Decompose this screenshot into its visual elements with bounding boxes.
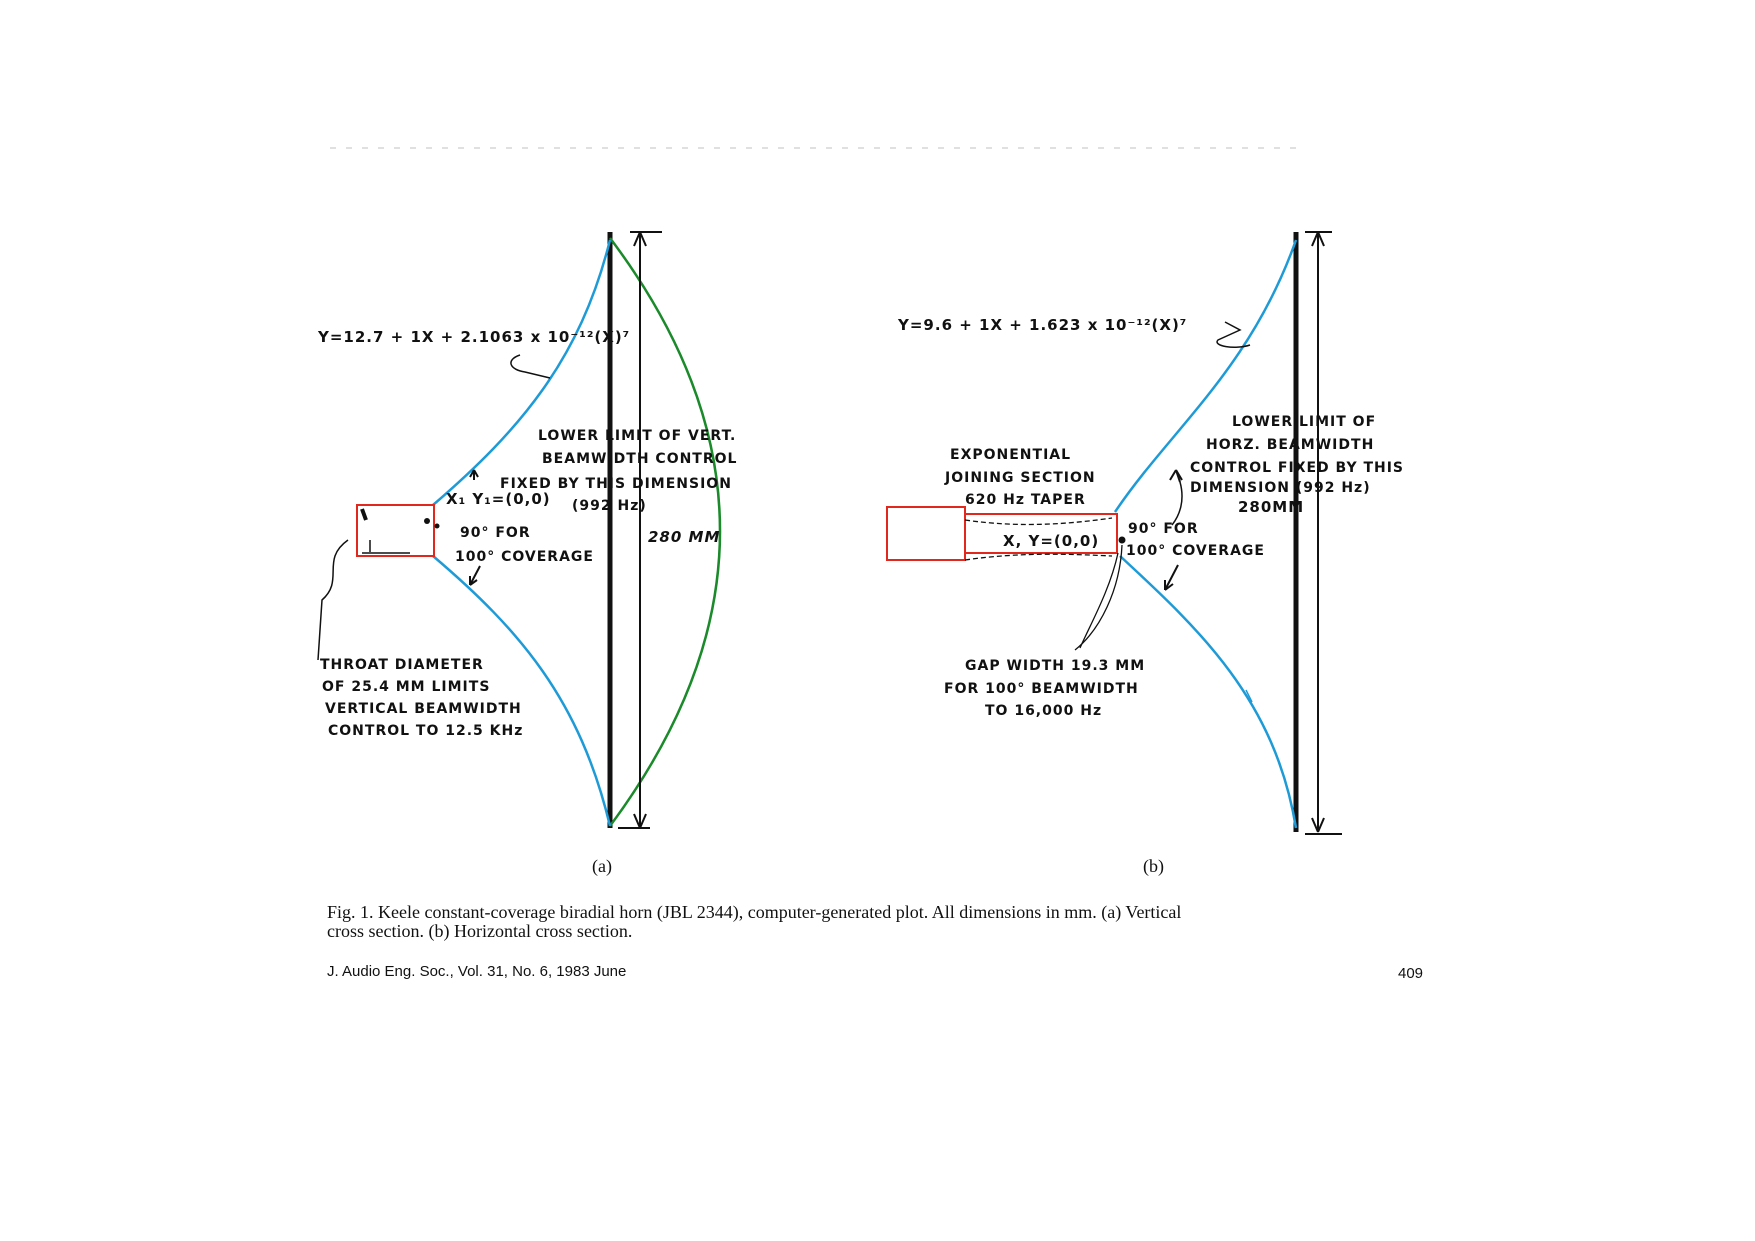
panel-a-throat-note-3: VERTICAL BEAMWIDTH [325, 701, 522, 717]
panel-a-throat-leader [318, 540, 348, 660]
panel-b-dimension-label: 280MM [1238, 498, 1305, 516]
panel-b-beamwidth-note-3: CONTROL FIXED BY THIS [1190, 460, 1405, 476]
panel-b-gap-note-2: FOR 100° BEAMWIDTH [944, 681, 1139, 697]
panel-b-gap-note-1: GAP WIDTH 19.3 MM [965, 658, 1146, 674]
panel-a-origin-dot [424, 518, 430, 524]
panel-b-exp-taper-upper [965, 518, 1112, 524]
panel-b-beamwidth-note-1: LOWER LIMIT OF [1232, 414, 1377, 430]
panel-b-coverage-note-2: 100° COVERAGE [1126, 543, 1265, 559]
panel-a-equation: Y=12.7 + 1X + 2.1063 x 10⁻¹²(X)⁷ [318, 328, 631, 346]
panel-a-equation-pointer [511, 355, 550, 378]
panel-b-beamwidth-note-4: DIMENSION (992 Hz) [1190, 480, 1371, 496]
panel-a-throat-note-2: OF 25.4 MM LIMITS [322, 679, 491, 695]
panel-a-beamwidth-note-1: LOWER LIMIT OF VERT. [538, 428, 737, 444]
footer-journal: J. Audio Eng. Soc., Vol. 31, No. 6, 1983 June [327, 963, 627, 980]
panel-b-origin-dot [1119, 537, 1126, 544]
panel-a-angle-dot [435, 524, 440, 529]
panel-b-angle-arc-up [1172, 482, 1182, 525]
panel-b-gap-leader-2 [1080, 553, 1118, 648]
panel-a-beamwidth-note-2: BEAMWIDTH CONTROL [542, 451, 738, 467]
panel-b-equation: Y=9.6 + 1X + 1.623 x 10⁻¹²(X)⁷ [898, 316, 1188, 334]
panel-a-throat-box [357, 505, 434, 556]
panel-b-gap-leader-1 [1075, 545, 1122, 650]
panel-a-dimension-label: 280 MM [648, 528, 721, 546]
panel-b-exp-taper-lower [965, 554, 1112, 560]
panel-a-beamwidth-note-4: (992 Hz) [572, 498, 647, 514]
panel-b-origin-label: X, Y=(0,0) [1003, 532, 1100, 550]
panel-b-coverage-note-1: 90° FOR [1128, 521, 1199, 537]
panel-a-beamwidth-note-3: FIXED BY THIS DIMENSION [500, 476, 732, 492]
footer-page-number: 409 [1398, 965, 1424, 982]
panel-a-origin-label: X₁ Y₁=(0,0) [446, 490, 551, 508]
panel-a-throat-mark [362, 509, 366, 520]
panel-a [317, 232, 737, 877]
panel-b-joining-note-2: JOINING SECTION [945, 470, 1096, 486]
panel-b-gap-note-3: TO 16,000 Hz [985, 703, 1103, 719]
figure-caption-line-2: cross section. (b) Horizontal cross section. [327, 921, 633, 941]
panel-a-throat-note-1: THROAT DIAMETER [320, 657, 484, 673]
panel-a-coverage-note-1: 90° FOR [460, 525, 531, 541]
panel-a-throat-note-4: CONTROL TO 12.5 KHz [328, 723, 524, 739]
panel-b [887, 232, 1404, 877]
panel-a-coverage-note-2: 100° COVERAGE [455, 549, 594, 565]
panel-b-joining-box [887, 507, 965, 560]
panel-b-joining-note-3: 620 Hz TAPER [965, 492, 1086, 508]
panel-b-label: (b) [1143, 856, 1164, 876]
figure-caption-line-1: Fig. 1. Keele constant-coverage biradial horn (JBL 2344), computer-generated plot. All dimensions in mm. (a) Vertical [327, 902, 1182, 922]
panel-a-label: (a) [592, 856, 612, 876]
panel-b-joining-note-1: EXPONENTIAL [950, 447, 1072, 463]
panel-b-beamwidth-note-2: HORZ. BEAMWIDTH [1206, 437, 1375, 453]
panel-b-lower-contour [1120, 556, 1296, 828]
